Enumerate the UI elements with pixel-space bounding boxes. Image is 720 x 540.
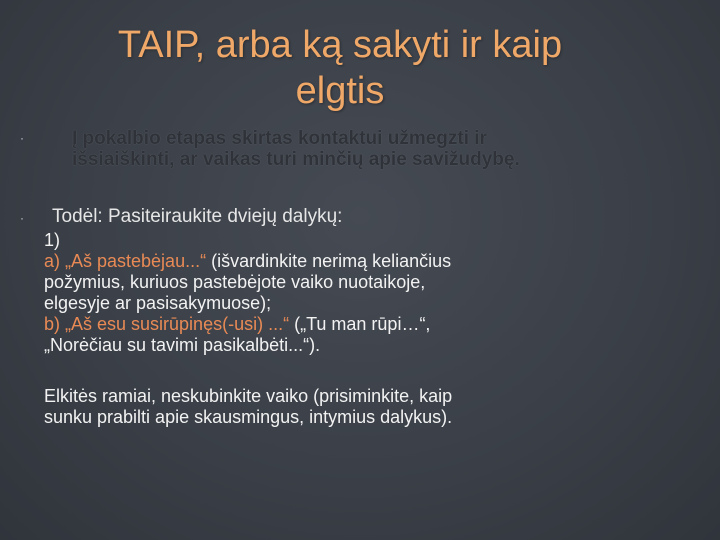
closing-line-1: Elkitės ramiai, neskubinkite vaiko (prisiminkite, kaip bbox=[44, 386, 453, 406]
slide-title bbox=[40, 22, 640, 114]
item-a-prefix: a) „Aš pastebėjau...“ bbox=[44, 251, 207, 271]
bullet-dot-icon: · bbox=[20, 131, 24, 145]
bullet-intro-line-2: išsiaiškinti, ar vaikas turi minčių apie savižudybę. bbox=[72, 149, 520, 170]
title-line-2: elgtis bbox=[295, 70, 385, 112]
item-a-line-2: požymius, kuriuos pastebėjote vaiko nuotaikoje, bbox=[44, 272, 426, 292]
item-b-line-1 bbox=[44, 314, 604, 335]
title-line-1: TAIP, arba ką sakyti ir kaip bbox=[117, 24, 563, 66]
bullet-dot-icon: · bbox=[20, 211, 24, 225]
bullet-todel bbox=[20, 206, 660, 227]
item-a-rest: (išvardinkite nerimą keliančius bbox=[206, 251, 452, 271]
item-b-rest: („Tu man rūpi…“, bbox=[289, 314, 431, 334]
closing-line-2: sunku prabilti apie skausmingus, intymius dalykus). bbox=[44, 407, 453, 427]
spacer bbox=[44, 356, 604, 386]
item-b-prefix: b) „Aš esu susirūpinęs(-usi) ...“ bbox=[44, 314, 290, 334]
item-b-line-2: „Norėčiau su tavimi pasikalbėti...“). bbox=[44, 335, 321, 355]
bullet-intro bbox=[20, 128, 660, 170]
slide-body bbox=[44, 230, 604, 428]
item-a-line-1 bbox=[44, 251, 604, 272]
bullet-intro-line-1: Į pokalbio etapas skirtas kontaktui užmegzti ir bbox=[72, 128, 487, 149]
item-a-line-3: elgesyje ar pasisakymuose); bbox=[44, 293, 272, 313]
list-label: 1) bbox=[44, 230, 61, 250]
bullet-todel-text: Todėl: Pasiteiraukite dviejų dalykų: bbox=[52, 206, 343, 227]
